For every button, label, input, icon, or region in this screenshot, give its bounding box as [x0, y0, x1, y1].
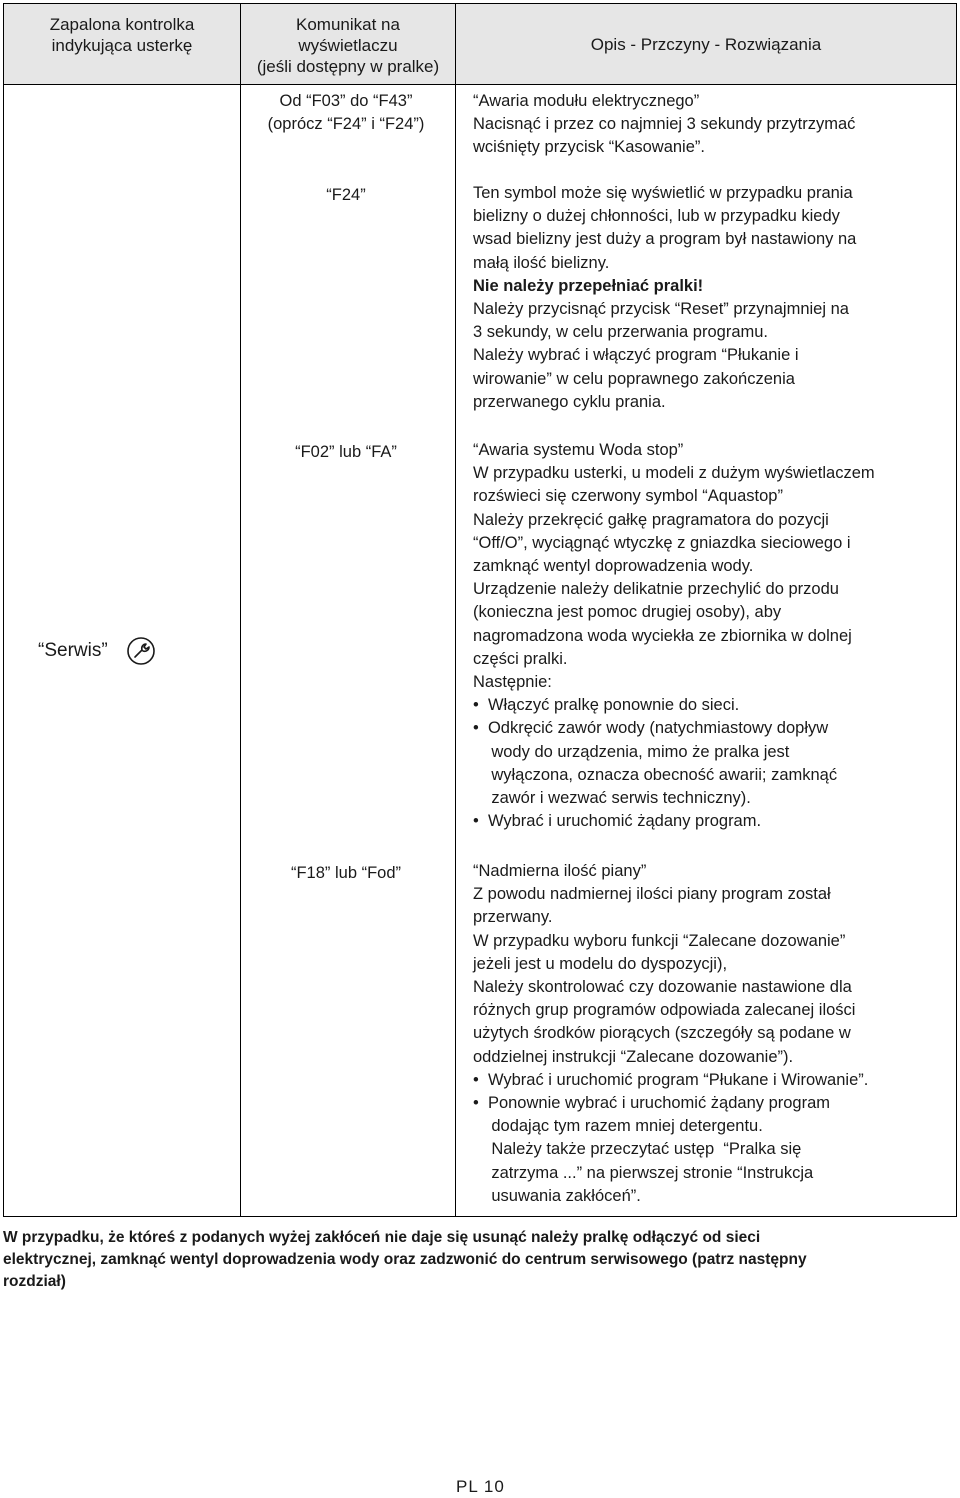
bullet-line: Należy także przeczytać ustęp “Pralka się [473, 1140, 802, 1159]
error-code-cell [240, 90, 452, 136]
header-display-column [241, 4, 456, 84]
page-number: PL 10 [456, 1477, 505, 1496]
description-line: jeżeli jest u modelu do dyspozycji), [473, 954, 728, 973]
wrench-circle-icon [126, 636, 156, 666]
error-code-cell [240, 184, 452, 207]
header-display-line: (jeśli dostępny w pralke) [256, 57, 440, 76]
bullet-line: zawór i wezwać serwis techniczny). [473, 789, 751, 808]
column-divider [240, 84, 241, 1216]
description-cell [473, 439, 875, 833]
bullet-line: • Wybrać i uruchomić żądany program. [473, 812, 762, 831]
description-line: wsad bielizny jest duży a program był nastawiony na [473, 230, 857, 249]
error-code: “F18” lub “Fod” [290, 864, 402, 882]
bullet-line: • Odkręcić zawór wody (natychmiastowy dopływ [473, 719, 829, 738]
description-line: 3 sekundy, w celu przerwania programu. [473, 323, 769, 342]
description-line: Należy wybrać i włączyć program “Płukanie i [473, 346, 799, 365]
description-line: Należy skontrolować czy dozowanie nastawione dla [473, 978, 852, 997]
bullet-line: dodając tym razem mniej detergentu. [473, 1117, 763, 1136]
serwis-label: “Serwis” [38, 640, 108, 661]
description-line: różnych grup programów odpowiada zalecanej ilości [473, 1001, 856, 1020]
description-line: “Nadmierna ilość piany” [473, 862, 647, 880]
bullet-line: wyłączona, oznacza obecność awarii; zamknąć [473, 765, 838, 784]
bullet-line: wody do urządzenia, mimo że pralka jest [473, 742, 790, 761]
description-line: wirowanie” w celu poprawnego zakończenia [473, 369, 795, 388]
bullet-line: • Ponownie wybrać i uruchomić żądany program [473, 1094, 831, 1113]
description-line: przerwany. [473, 908, 553, 927]
header-indicator-line: indykująca usterkę [51, 36, 193, 55]
description-line: wciśnięty przycisk “Kasowanie”. [473, 138, 705, 157]
description-line: W przypadku wyboru funkcji “Zalecane dozowanie” [473, 931, 846, 950]
description-line: W przypadku usterki, u modeli z dużym wyświetlaczem [473, 464, 875, 483]
description-cell [473, 860, 868, 1208]
description-cell [473, 182, 856, 414]
description-line: “Awaria systemu Woda stop” [473, 441, 684, 459]
description-line: Następnie: [473, 673, 552, 692]
header-display-line: Komunikat na [296, 15, 400, 34]
error-code: “F24” [326, 186, 366, 204]
description-line: Z powodu nadmiernej ilości piany program został [473, 885, 831, 904]
bullet-line: • Wybrać i uruchomić program “Płukane i Wirowanie”. [473, 1070, 869, 1089]
footer-note-line: rozdział) [3, 1273, 66, 1290]
table-header [4, 4, 956, 85]
description-line: oddzielnej instrukcji “Zalecane dozowanie”). [473, 1047, 794, 1066]
description-line: “Off/O”, wyciągnąć wtyczkę z gniazdka sieciowego i [473, 533, 851, 552]
footer-note [3, 1227, 959, 1293]
description-line: “Awaria modułu elektrycznego” [473, 92, 700, 110]
warning-line: Nie należy przepełniać pralki! [473, 276, 704, 295]
description-line: Należy przekręcić gałkę pragramatora do pozycji [473, 510, 829, 529]
description-line: Ten symbol może się wyświetlić w przypadku prania [473, 184, 853, 202]
description-line: bielizny o dużej chłonności, lub w przypadku kiedy [473, 207, 840, 226]
header-display-line: wyświetlaczu [298, 36, 398, 55]
bullet-line: zatrzyma ...” na pierwszej stronie “Instrukcja [473, 1163, 814, 1182]
header-description-label: Opis - Przczyny - Rozwiązania [590, 34, 822, 54]
error-code: “F02” lub “FA” [295, 443, 397, 461]
bullet-line: usuwania zakłóceń”. [473, 1186, 641, 1205]
error-code: (oprócz “F24” i “F24”) [267, 115, 425, 134]
description-cell [473, 90, 855, 160]
bullet-line: • Włączyć pralkę ponownie do sieci. [473, 696, 740, 715]
description-line: części pralki. [473, 649, 568, 668]
description-line: Nacisnąć i przez co najmniej 3 sekundy przytrzymać [473, 115, 856, 134]
description-line: Urządzenie należy delikatnie przechylić do przodu [473, 580, 839, 599]
error-code: Od “F03” do “F43” [279, 92, 413, 110]
description-line: Należy przycisnąć przycisk “Reset” przynajmniej na [473, 300, 849, 319]
serwis-indicator [38, 636, 156, 666]
description-line: małą ilość bielizny. [473, 253, 610, 272]
description-line: użytych środków piorących (szczegóły są podane w [473, 1024, 851, 1043]
error-code-cell [240, 862, 452, 885]
description-line: przerwanego cyklu prania. [473, 392, 666, 411]
description-line: (konieczna jest pomoc drugiej osoby), aby [473, 603, 782, 622]
description-line: zamknąć wentyl doprowadzenia wody. [473, 557, 754, 576]
description-line: nagromadzona woda wyciekła ze zbiornika w dolnej [473, 626, 852, 645]
error-code-cell [240, 441, 452, 464]
column-divider [455, 84, 456, 1216]
header-description-column [456, 4, 956, 84]
footer-note-line: W przypadku, że któreś z podanych wyżej zakłóceń nie daje się usunąć należy pralkę odłączyć od sieci [3, 1229, 761, 1246]
description-line: rozświeci się czerwony symbol “Aquastop” [473, 487, 783, 506]
footer-note-line: elektrycznej, zamknąć wentyl doprowadzenia wody oraz zadzwonić do centrum serwisowego (patrz następny [3, 1251, 807, 1268]
header-indicator-line: Zapalona kontrolka [49, 15, 195, 34]
header-indicator-column [4, 4, 241, 84]
